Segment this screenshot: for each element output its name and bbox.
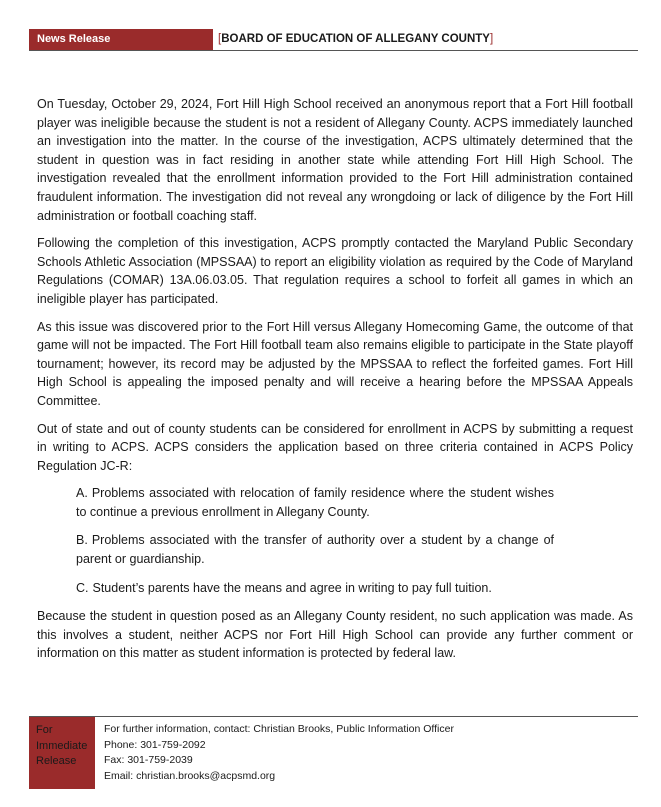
criteria-text: Student’s parents have the means and agree in writing to pay full tuition. (92, 580, 492, 595)
paragraph-mpssaa-report: Following the completion of this investigation, ACPS promptly contacted the Maryland Public Secondary Schools Athletic Association (MPSSAA) to report an eligibility violation as required by the Code of Maryland Regulations (COMAR) 13A.06.03.05. That regulation requires a school to forfeit all games in which an ineligible player has participated. (37, 236, 633, 306)
contact-email[interactable]: Email: christian.brooks@acpsmd.org (104, 770, 276, 783)
release-body (37, 95, 633, 672)
paragraph-closing: Because the student in question posed as an Allegany County resident, no such application was made. As this involves a student, neither ACPS nor Fort Hill High School can provide any further comment or information on this matter as student information is protected by federal law. (37, 609, 633, 661)
paragraph-investigation: On Tuesday, October 29, 2024, Fort Hill High School received an anonymous report that a Fort Hill football player was ineligible because the student is not a resident of Allegany County. ACPS immediately launched an investigation into the matter. In the course of the investigation, ACPS ultimately determined that the student in question was in fact residing in another state while attending Fort Hill High School. The investigation revealed that the enrollment information provided to the Fort Hill administration contained fraudulent information. The investigation did not reveal any wrongdoing or lack of diligence by the Fort Hill administration or football coaching staff. (37, 97, 633, 223)
for-immediate-release-box (29, 717, 95, 789)
release-line: Immediate (36, 739, 88, 752)
header-divider (29, 50, 638, 51)
criteria-label: B. (76, 533, 88, 548)
contact-fax: Fax: 301-759-2039 (104, 754, 193, 767)
paragraph-homecoming: As this issue was discovered prior to the Fort Hill versus Allegany Homecoming Game, the outcome of that game will not be impacted. The Fort Hill football team also remains eligible to participate in the State playoff tournament; however, its record may be adjusted by the MPSSAA to reflect the forfeited games. Fort Hill High School is appealing the imposed penalty and will receive a hearing before the MPSSAA Appeals Committee. (37, 319, 633, 408)
criteria-label: A. (76, 486, 88, 501)
criteria-item (76, 484, 554, 521)
criteria-item (76, 531, 554, 568)
footer-divider (29, 716, 638, 717)
release-footer (29, 716, 638, 789)
bracket-close: ] (489, 33, 494, 45)
news-release-tag: News Release (29, 29, 213, 50)
criteria-label: C. (76, 580, 89, 595)
criteria-text: Problems associated with relocation of family residence where the student wishes to continue a previous enrollment in Allegany County. (76, 486, 554, 519)
organization-name (218, 29, 493, 50)
bracket-open: [ (218, 33, 222, 45)
contact-info (104, 722, 454, 785)
criteria-list (76, 484, 554, 597)
organization-title: BOARD OF EDUCATION OF ALLEGANY COUNTY (221, 33, 490, 45)
contact-phone: Phone: 301-759-2092 (104, 738, 206, 751)
criteria-item (76, 579, 554, 598)
paragraph-enrollment-criteria: Out of state and out of county students can be considered for enrollment in ACPS by submitting a request in writing to ACPS. ACPS considers the application based on three criteria contained in ACPS Policy Regulation JC-R: (37, 421, 633, 473)
criteria-text: Problems associated with the transfer of authority over a student by a change of parent or guardianship. (76, 533, 554, 567)
release-line: For (36, 724, 53, 736)
release-line: Release (36, 755, 77, 767)
release-header (29, 29, 638, 51)
contact-line: For further information, contact: Christian Brooks, Public Information Officer (104, 723, 454, 735)
